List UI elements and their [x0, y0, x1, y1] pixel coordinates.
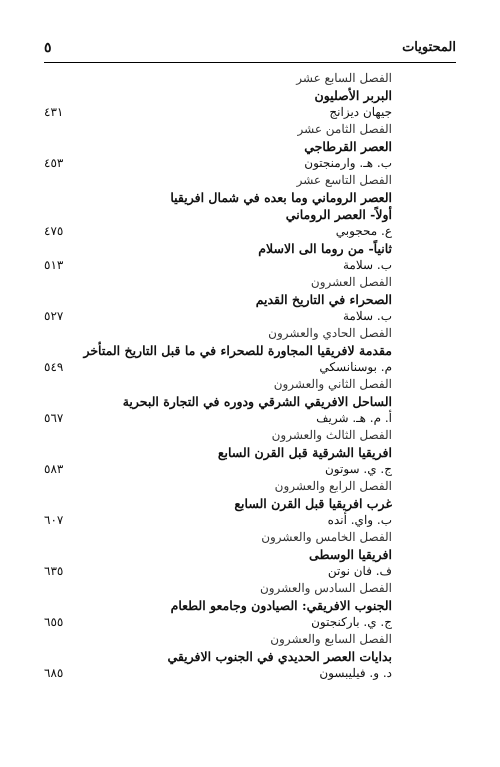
toc-title: أولاً- العصر الروماني [285, 207, 392, 222]
header-rule [44, 62, 456, 63]
toc-chapter-line [44, 529, 456, 546]
toc-title-line [44, 444, 456, 461]
toc-title: بدايات العصر الحديدي في الجنوب الافريقي [167, 649, 392, 664]
toc-author: ب. هـ. وارمنجتون [304, 156, 392, 170]
toc-author: ع. محجوبي [335, 224, 392, 238]
toc-author: ف. فان نوتن [327, 564, 392, 578]
toc-chapter: الفصل العشرون [310, 275, 392, 289]
toc-chapter-line [44, 325, 456, 342]
toc-chapter: الفصل الثاني والعشرون [273, 377, 392, 391]
toc-author-line [44, 155, 456, 172]
toc-author: أ. م. هـ. شريف [316, 411, 392, 425]
toc-title-line [44, 138, 456, 155]
toc-title: افريقيا الوسطى [309, 547, 392, 562]
toc-author-line [44, 665, 456, 682]
page-number: ٥ [44, 40, 52, 56]
toc-title-line [44, 87, 456, 104]
toc-author: م. بوسنانسكي [319, 360, 392, 374]
toc-author: جيهان ديزانج [329, 105, 392, 119]
toc-title: مقدمة لافريقيا المجاورة للصحراء في ما قبل التاريخ المتأخر [83, 343, 392, 358]
toc-page-number: ٥٨٣ [44, 462, 64, 476]
toc-page-number: ٥١٣ [44, 258, 64, 272]
toc-page-number: ٦٣٥ [44, 564, 64, 578]
toc-author: د. و. فيليبسون [319, 666, 392, 680]
toc-chapter: الفصل الخامس والعشرون [261, 530, 392, 544]
toc-title-line [44, 291, 456, 308]
toc-title-line [44, 597, 456, 614]
toc-author-line [44, 563, 456, 580]
toc-author: ج. ي. سوتون [324, 462, 392, 476]
toc-page-number: ٦٠٧ [44, 513, 64, 527]
toc-chapter: الفصل الحادي والعشرون [268, 326, 392, 340]
toc-title-line [44, 206, 456, 223]
toc-title: افريقيا الشرقية قبل القرن السابع [217, 445, 392, 460]
toc-author: ب. سلامة [342, 309, 392, 323]
toc-page-number: ٦٨٥ [44, 666, 64, 680]
toc-title: العصر القرطاجي [304, 139, 392, 154]
toc-chapter-line [44, 427, 456, 444]
toc-author-line [44, 104, 456, 121]
toc-author-line [44, 614, 456, 631]
toc-title: غرب افريقيا قبل القرن السابع [234, 496, 392, 511]
toc-author-line [44, 410, 456, 427]
toc-title-line [44, 240, 456, 257]
toc-author-line [44, 308, 456, 325]
toc-chapter-line [44, 121, 456, 138]
toc-page-number: ٤٣١ [44, 105, 64, 119]
toc-page-number: ٤٥٣ [44, 156, 64, 170]
toc-chapter-line [44, 580, 456, 597]
toc-page-number: ٦٥٥ [44, 615, 64, 629]
toc-author-line [44, 359, 456, 376]
toc-chapter-line [44, 274, 456, 291]
toc-chapter-line [44, 172, 456, 189]
toc-author-line [44, 461, 456, 478]
toc-page-number: ٥٦٧ [44, 411, 64, 425]
toc-title: الساحل الافريقي الشرقي ودوره في التجارة البحرية [122, 394, 392, 409]
toc-title-line [44, 648, 456, 665]
toc-title-line [44, 189, 456, 206]
toc-title: الصحراء في التاريخ القديم [255, 292, 392, 307]
toc-page-number: ٥٤٩ [44, 360, 64, 374]
toc-chapter: الفصل التاسع عشر [296, 173, 392, 187]
toc-chapter-line [44, 70, 456, 87]
page-title: المحتويات [402, 40, 456, 55]
toc-title: البربر الأصليون [314, 88, 392, 103]
toc-author-line [44, 223, 456, 240]
toc-title-line [44, 495, 456, 512]
toc-chapter: الفصل السابع عشر [296, 71, 392, 85]
toc-chapter: الفصل السادس والعشرون [259, 581, 392, 595]
toc-author-line [44, 512, 456, 529]
toc-title-line [44, 342, 456, 359]
toc-title: الجنوب الافريقي: الصيادون وجامعو الطعام [170, 598, 392, 613]
toc-chapter-line [44, 376, 456, 393]
toc-chapter-line [44, 631, 456, 648]
running-header [44, 40, 456, 62]
toc-title: ثانياً- من روما الى الاسلام [258, 241, 392, 256]
toc-title-line [44, 393, 456, 410]
toc-chapter-line [44, 478, 456, 495]
toc-title: العصر الروماني وما بعده في شمال افريقيا [170, 190, 392, 205]
toc-title-line [44, 546, 456, 563]
toc-chapter: الفصل الثالث والعشرون [271, 428, 392, 442]
toc-author: ب. واي. أنده [327, 513, 392, 527]
toc-chapter: الفصل الثامن عشر [297, 122, 392, 136]
toc-chapter: الفصل الرابع والعشرون [274, 479, 392, 493]
toc-page-number: ٥٢٧ [44, 309, 64, 323]
toc-page-number: ٤٧٥ [44, 224, 64, 238]
toc-author: ب. سلامة [342, 258, 392, 272]
table-of-contents [44, 70, 456, 682]
toc-chapter: الفصل السابع والعشرون [270, 632, 392, 646]
toc-author: ج. ي. باركنجتون [311, 615, 392, 629]
toc-author-line [44, 257, 456, 274]
